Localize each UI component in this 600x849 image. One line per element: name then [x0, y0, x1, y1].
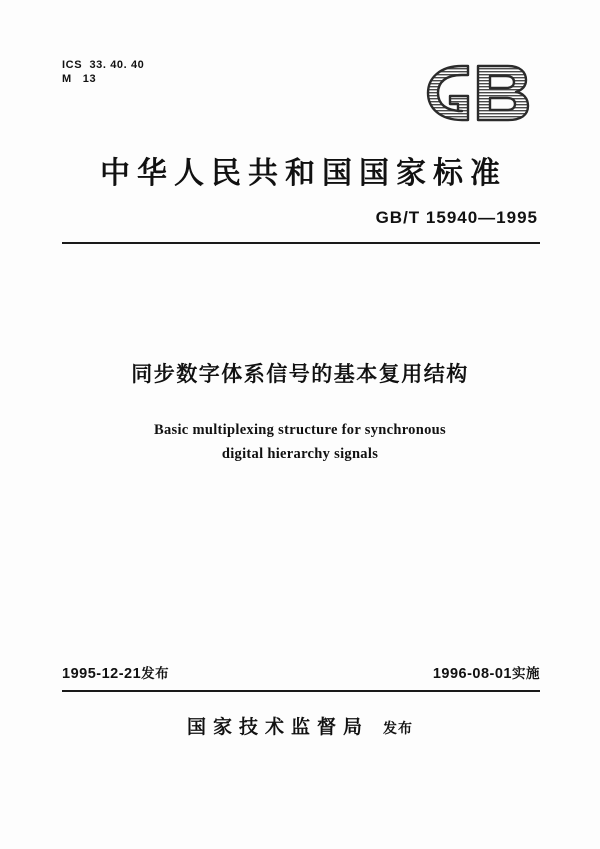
issuer-action: 发布 [383, 721, 413, 737]
gb-emblem-icon [422, 62, 540, 124]
document-title-english-line1: Basic multiplexing structure for synchronous [154, 422, 446, 438]
ics-classification-block [62, 58, 144, 86]
effective-date-label: 实施 [512, 666, 540, 682]
issue-date-label: 发布 [141, 666, 170, 682]
issue-date: 1995-12-21 [62, 666, 142, 682]
standard-number: GB/T 15940—1995 [375, 208, 538, 227]
ccs-code: M 13 [62, 73, 97, 85]
header-divider [62, 242, 540, 244]
document-title-english-line2: digital hierarchy signals [221, 446, 379, 462]
ics-code: ICS 33. 40. 40 [62, 59, 145, 71]
page-title: 中华人民共和国国家标准 [100, 156, 507, 191]
document-title-english [0, 418, 600, 466]
effective-date: 1996-08-01 [432, 666, 512, 682]
issuer-line [0, 712, 600, 739]
issue-date-group [62, 662, 169, 682]
dates-row [62, 662, 540, 684]
footer-divider [62, 690, 540, 692]
effective-date-group [433, 662, 540, 682]
issuer-name: 国家技术监督局 [186, 716, 369, 738]
document-title-chinese: 同步数字体系信号的基本复用结构 [131, 362, 469, 386]
